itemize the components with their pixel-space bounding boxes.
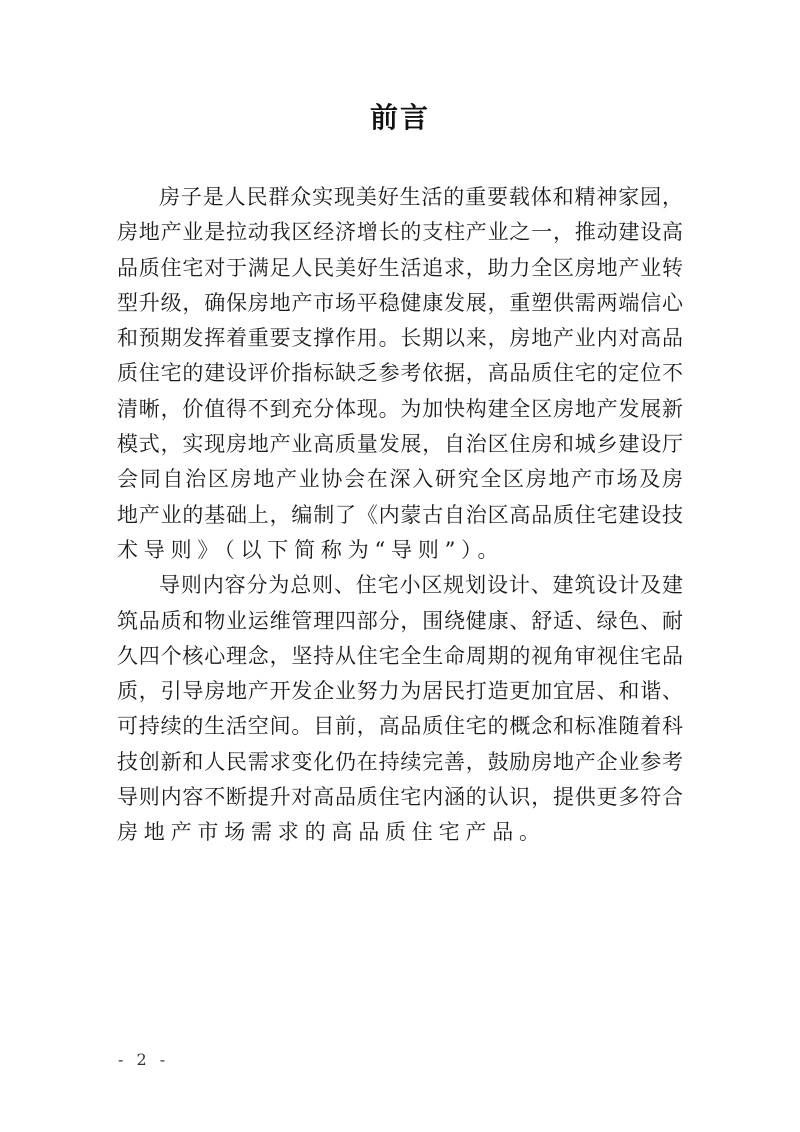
text-line: 质住宅的建设评价指标缺乏参考依据，高品质住宅的定位不 <box>117 361 683 386</box>
text-line: 会同自治区房地产业协会在深入研究全区房地产市场及房 <box>117 467 683 492</box>
text-line: 质，引导房地产开发企业努力为居民打造更加宜居、和谐、 <box>117 679 683 704</box>
text-line: 和预期发挥着重要支撑作用。长期以来，房地产业内对高品 <box>117 326 683 351</box>
text-line: 模式，实现房地产业高质量发展，自治区住房和城乡建设厅 <box>117 432 683 457</box>
paragraph-2 <box>117 568 683 850</box>
page-title: 前言 <box>369 101 430 134</box>
page-number: - 2 - <box>118 1050 170 1069</box>
text-line: 地产业的基础上，编制了《内蒙古自治区高品质住宅建设技 <box>117 502 683 527</box>
document-body <box>117 180 683 851</box>
text-line: 术导则》（以下简称为“导则”）。 <box>117 537 505 562</box>
text-line: 技创新和人民需求变化仍在持续完善，鼓励房地产企业参考 <box>117 749 683 774</box>
text-line: 房地产市场需求的高品质住宅产品。 <box>117 820 546 845</box>
text-line: 品质住宅对于满足人民美好生活追求，助力全区房地产业转 <box>117 255 683 280</box>
text-line: 导则内容不断提升对高品质住宅内涵的认识，提供更多符合 <box>117 785 683 810</box>
paragraph-1 <box>117 180 683 568</box>
text-line: 房子是人民群众实现美好生活的重要载体和精神家园， <box>159 185 683 209</box>
text-line: 清晰，价值得不到充分体现。为加快构建全区房地产发展新 <box>117 396 683 421</box>
text-line: 久四个核心理念，坚持从住宅全生命周期的视角审视住宅品 <box>117 643 683 668</box>
text-line: 可持续的生活空间。目前，高品质住宅的概念和标准随着科 <box>117 714 683 739</box>
text-line: 导则内容分为总则、住宅小区规划设计、建筑设计及建 <box>159 573 683 598</box>
text-line: 房地产业是拉动我区经济增长的支柱产业之一，推动建设高 <box>117 220 683 245</box>
text-line: 筑品质和物业运维管理四部分，围绕健康、舒适、绿色、耐 <box>117 608 683 633</box>
text-line: 型升级，确保房地产市场平稳健康发展，重塑供需两端信心 <box>117 290 683 315</box>
